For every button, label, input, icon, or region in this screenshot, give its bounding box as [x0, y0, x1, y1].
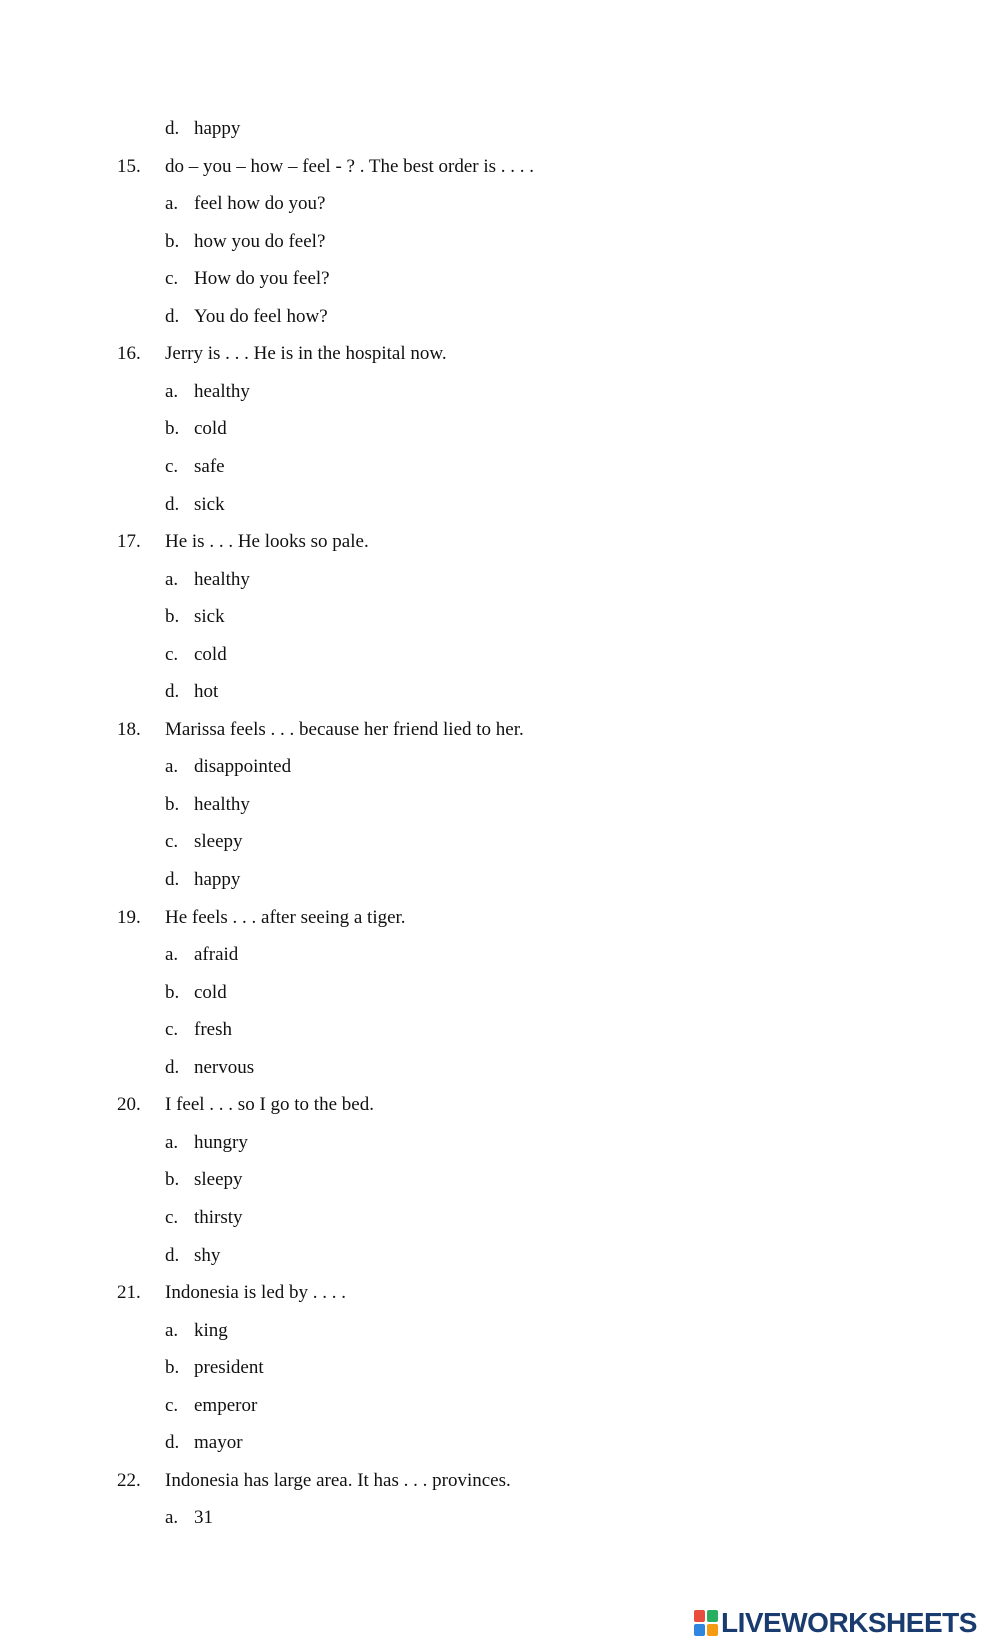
question-line: [0, 1093, 1000, 1117]
question-number: 15.: [117, 156, 141, 177]
answer-option: [0, 192, 1000, 216]
option-text: hot: [194, 681, 219, 702]
option-letter: b.: [165, 1357, 180, 1378]
answer-option: [0, 417, 1000, 441]
option-text: You do feel how?: [194, 306, 328, 327]
option-letter: b.: [165, 1169, 180, 1190]
question-text: He feels . . . after seeing a tiger.: [165, 907, 406, 928]
option-letter: a.: [165, 944, 179, 965]
option-letter: c.: [165, 1019, 179, 1040]
answer-option: [0, 568, 1000, 592]
logo-tile: [707, 1624, 718, 1636]
question-line: [0, 155, 1000, 179]
answer-option: [0, 1206, 1000, 1230]
option-letter: c.: [165, 644, 179, 665]
option-letter: b.: [165, 231, 180, 252]
option-text: sick: [194, 606, 225, 627]
option-letter: d.: [165, 1432, 180, 1453]
option-letter: d.: [165, 1245, 180, 1266]
option-text: how you do feel?: [194, 231, 326, 252]
answer-option: [0, 117, 1000, 141]
logo-tile: [694, 1624, 705, 1636]
option-text: healthy: [194, 569, 250, 590]
answer-option: [0, 1506, 1000, 1530]
question-line: [0, 906, 1000, 930]
answer-option: [0, 981, 1000, 1005]
answer-option: [0, 230, 1000, 254]
question-number: 22.: [117, 1470, 141, 1491]
answer-option: [0, 1131, 1000, 1155]
answer-option: [0, 305, 1000, 329]
option-text: happy: [194, 118, 241, 139]
question-line: [0, 718, 1000, 742]
liveworksheets-logo: [694, 1608, 977, 1638]
option-text: cold: [194, 644, 227, 665]
answer-option: [0, 605, 1000, 629]
liveworksheets-logo-icon: [694, 1610, 718, 1636]
answer-option: [0, 755, 1000, 779]
logo-tile: [694, 1610, 705, 1622]
option-text: king: [194, 1320, 228, 1341]
option-text: cold: [194, 982, 227, 1003]
option-text: How do you feel?: [194, 268, 330, 289]
answer-option: [0, 1018, 1000, 1042]
option-letter: a.: [165, 569, 179, 590]
question-text: Marissa feels . . . because her friend lied to her.: [165, 719, 524, 740]
option-text: afraid: [194, 944, 239, 965]
option-text: healthy: [194, 794, 250, 815]
logo-text: LIVEWORKSHEETS: [721, 1607, 977, 1638]
option-text: shy: [194, 1245, 221, 1266]
question-number: 16.: [117, 343, 141, 364]
option-text: disappointed: [194, 756, 292, 777]
option-letter: b.: [165, 794, 180, 815]
option-letter: b.: [165, 606, 180, 627]
option-text: feel how do you?: [194, 193, 326, 214]
question-line: [0, 530, 1000, 554]
answer-option: [0, 943, 1000, 967]
option-letter: c.: [165, 831, 179, 852]
option-letter: a.: [165, 1320, 179, 1341]
answer-option: [0, 793, 1000, 817]
option-text: president: [194, 1357, 264, 1378]
option-letter: d.: [165, 306, 180, 327]
option-text: nervous: [194, 1057, 255, 1078]
option-letter: d.: [165, 1057, 180, 1078]
question-line: [0, 1469, 1000, 1493]
option-text: emperor: [194, 1395, 258, 1416]
answer-option: [0, 680, 1000, 704]
option-letter: c.: [165, 1207, 179, 1228]
answer-option: [0, 1168, 1000, 1192]
option-letter: a.: [165, 1132, 179, 1153]
option-letter: d.: [165, 681, 180, 702]
answer-option: [0, 1431, 1000, 1455]
question-number: 18.: [117, 719, 141, 740]
option-text: hungry: [194, 1132, 248, 1153]
question-text: He is . . . He looks so pale.: [165, 531, 369, 552]
question-line: [0, 342, 1000, 366]
question-number: 19.: [117, 907, 141, 928]
question-text: Indonesia is led by . . . .: [165, 1282, 347, 1303]
option-text: thirsty: [194, 1207, 243, 1228]
question-line: [0, 1281, 1000, 1305]
answer-option: [0, 493, 1000, 517]
option-letter: a.: [165, 193, 179, 214]
answer-option: [0, 1056, 1000, 1080]
option-text: cold: [194, 418, 227, 439]
option-letter: c.: [165, 456, 179, 477]
answer-option: [0, 1244, 1000, 1268]
answer-option: [0, 455, 1000, 479]
option-text: happy: [194, 869, 241, 890]
answer-option: [0, 1356, 1000, 1380]
question-text: do – you – how – feel - ? . The best order is . . . .: [165, 156, 535, 177]
option-letter: a.: [165, 381, 179, 402]
answer-option: [0, 380, 1000, 404]
option-letter: d.: [165, 118, 180, 139]
answer-option: [0, 267, 1000, 291]
question-text: I feel . . . so I go to the bed.: [165, 1094, 374, 1115]
option-letter: a.: [165, 756, 179, 777]
option-text: fresh: [194, 1019, 232, 1040]
option-letter: c.: [165, 268, 179, 289]
option-letter: b.: [165, 418, 180, 439]
option-text: 31: [194, 1507, 213, 1528]
option-text: mayor: [194, 1432, 243, 1453]
answer-option: [0, 830, 1000, 854]
option-letter: d.: [165, 869, 180, 890]
option-letter: a.: [165, 1507, 179, 1528]
logo-tile: [707, 1610, 718, 1622]
question-number: 20.: [117, 1094, 141, 1115]
option-letter: d.: [165, 494, 180, 515]
answer-option: [0, 868, 1000, 892]
question-text: Indonesia has large area. It has . . . provinces.: [165, 1470, 511, 1491]
answer-option: [0, 1319, 1000, 1343]
answer-option: [0, 1394, 1000, 1418]
option-text: sleepy: [194, 1169, 243, 1190]
option-text: sleepy: [194, 831, 243, 852]
question-number: 21.: [117, 1282, 141, 1303]
answer-option: [0, 643, 1000, 667]
question-number: 17.: [117, 531, 141, 552]
option-text: safe: [194, 456, 225, 477]
option-letter: b.: [165, 982, 180, 1003]
option-text: healthy: [194, 381, 250, 402]
question-text: Jerry is . . . He is in the hospital now.: [165, 343, 447, 364]
option-letter: c.: [165, 1395, 179, 1416]
option-text: sick: [194, 494, 225, 515]
